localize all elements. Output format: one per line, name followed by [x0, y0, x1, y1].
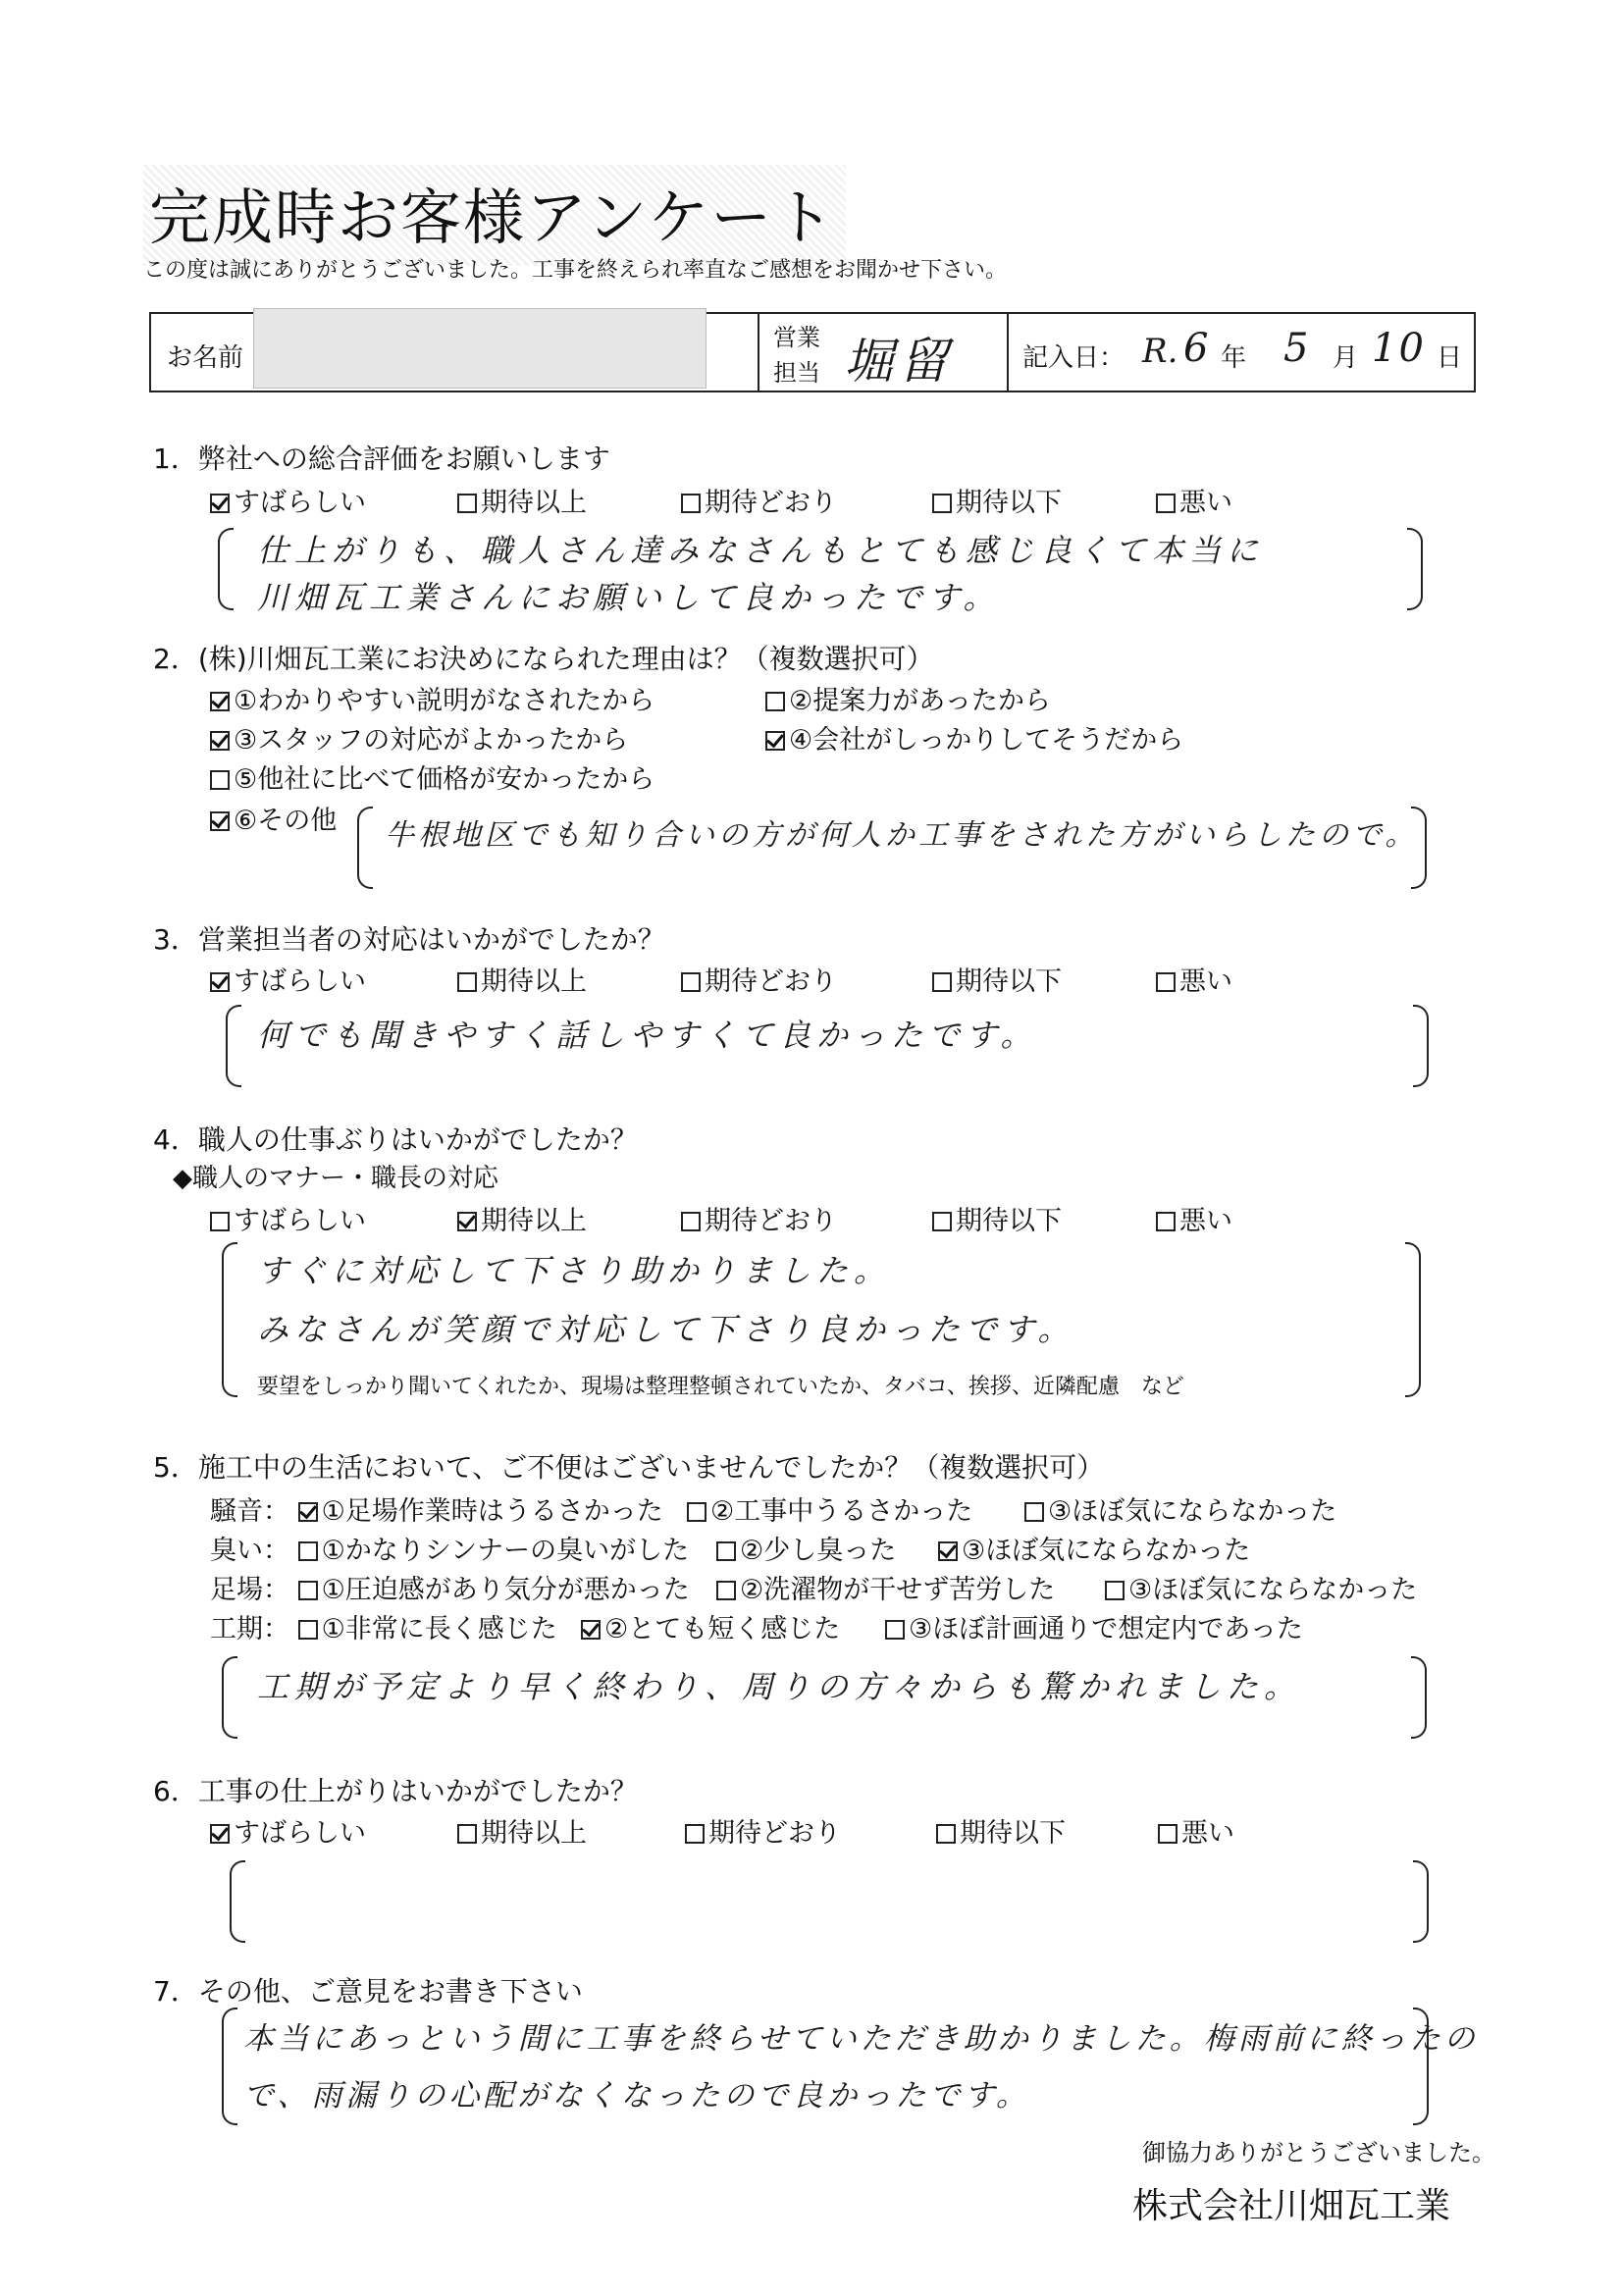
- checkbox-icon[interactable]: [457, 972, 477, 992]
- q1-option-1[interactable]: すばらしい: [210, 481, 366, 519]
- q5-row-label: 工期：: [210, 1614, 289, 1644]
- checkbox-icon[interactable]: [681, 1212, 701, 1231]
- q6-bracket-right: [1413, 1860, 1429, 1943]
- q4-option-1[interactable]: すばらしい: [210, 1199, 366, 1237]
- q4-option-2[interactable]: 期待以上: [457, 1199, 587, 1237]
- q7-bracket-left: [222, 2008, 237, 2125]
- q5-option[interactable]: ③ほぼ気にならなかった: [1024, 1489, 1336, 1528]
- checkbox-icon[interactable]: [885, 1620, 905, 1640]
- q1-option-3[interactable]: 期待どおり: [681, 481, 837, 519]
- checkbox-icon[interactable]: [298, 1620, 318, 1640]
- checkbox-icon[interactable]: [1156, 972, 1176, 992]
- q3-bracket-right: [1413, 1005, 1429, 1087]
- checkbox-icon[interactable]: [298, 1541, 318, 1561]
- checkbox-icon[interactable]: [210, 692, 230, 711]
- q7-answer-line-1: 本当にあっという間に工事を終らせていただき助かりました。梅雨前に終ったの: [243, 2021, 1479, 2057]
- checkbox-icon[interactable]: [210, 770, 230, 790]
- name-cell: [151, 314, 759, 391]
- checkbox-icon[interactable]: [765, 692, 785, 711]
- q1-title: 1．弊社への総合評価をお願いします: [153, 443, 610, 475]
- q4-option-4[interactable]: 期待以下: [932, 1199, 1062, 1237]
- sales-label-2: 担当: [773, 359, 820, 387]
- q3-bracket-left: [226, 1005, 241, 1087]
- q5-option[interactable]: ③ほぼ気にならなかった: [1105, 1568, 1417, 1606]
- q1-answer-line-2: 川畑瓦工業さんにお願いして良かったです。: [257, 579, 1001, 616]
- q1-bracket-right: [1407, 528, 1423, 610]
- name-redacted: [253, 308, 706, 389]
- checkbox-icon[interactable]: [1105, 1581, 1125, 1600]
- q5-bracket-left: [222, 1656, 237, 1739]
- q6-title: 6．工事の仕上がりはいかがでしたか？: [153, 1775, 638, 1807]
- checkbox-icon[interactable]: [932, 494, 952, 513]
- q6-option-2[interactable]: 期待以上: [457, 1811, 587, 1850]
- form-subtitle: この度は誠にありがとうございました。工事を終えられ率直なご感想をお聞かせ下さい。: [143, 258, 1008, 283]
- date-cell: [1009, 314, 1474, 391]
- checkbox-icon[interactable]: [685, 1824, 705, 1844]
- month-unit: 月: [1333, 343, 1359, 373]
- q2-option-2[interactable]: ②提案力があったから: [765, 679, 1051, 717]
- q5-answer: 工期が予定より早く終わり、周りの方々からも驚かれました。: [257, 1668, 1302, 1705]
- checkbox-icon[interactable]: [457, 1824, 477, 1844]
- q4-answer-line-2: みなさんが笑顔で対応して下さり良かったです。: [257, 1311, 1075, 1348]
- q6-option-1[interactable]: すばらしい: [210, 1811, 366, 1850]
- checkbox-icon[interactable]: [932, 1212, 952, 1231]
- q5-bracket-right: [1411, 1656, 1427, 1739]
- checkbox-icon[interactable]: [210, 972, 230, 992]
- q6-option-3[interactable]: 期待どおり: [685, 1811, 841, 1850]
- checkbox-icon[interactable]: [1156, 1212, 1176, 1231]
- q5-option[interactable]: ①圧迫感があり気分が悪かった: [298, 1575, 690, 1605]
- date-era: R.: [1142, 332, 1178, 371]
- q6-option-4[interactable]: 期待以下: [936, 1811, 1066, 1850]
- date-month: 5: [1283, 326, 1315, 371]
- checkbox-icon[interactable]: [681, 494, 701, 513]
- q3-option-4[interactable]: 期待以下: [932, 960, 1062, 998]
- checkbox-icon[interactable]: [298, 1502, 318, 1522]
- checkbox-icon[interactable]: [681, 972, 701, 992]
- q2-answer: 牛根地区でも知り合いの方が何人か工事をされた方がいらしたので。: [385, 818, 1419, 853]
- sales-label-1: 営業: [773, 324, 820, 351]
- checkbox-icon[interactable]: [1158, 1824, 1177, 1844]
- q3-option-5[interactable]: 悪い: [1156, 960, 1232, 998]
- checkbox-icon[interactable]: [457, 1212, 477, 1231]
- q2-title: 2．(株)川畑瓦工業にお決めになられた理由は？（複数選択可）: [153, 643, 934, 675]
- q2-option-6[interactable]: ⑥その他: [210, 799, 337, 837]
- form-title: 完成時お客様アンケート: [143, 165, 846, 266]
- q1-option-5[interactable]: 悪い: [1156, 481, 1232, 519]
- q4-subtitle: ◆職人のマナー・職長の対応: [173, 1164, 498, 1193]
- q5-option[interactable]: ③ほぼ計画通りで想定内であった: [885, 1607, 1303, 1645]
- sales-cell: [759, 314, 1009, 391]
- date-label: 記入日：: [1022, 343, 1125, 373]
- q5-option[interactable]: ②少し臭った: [716, 1529, 896, 1567]
- checkbox-icon[interactable]: [1156, 494, 1176, 513]
- q7-answer-line-2: で、雨漏りの心配がなくなったので良かったです。: [243, 2078, 1030, 2113]
- q5-option[interactable]: ②とても短く感じた: [581, 1607, 840, 1645]
- checkbox-icon[interactable]: [932, 972, 952, 992]
- checkbox-icon[interactable]: [1024, 1502, 1044, 1522]
- q1-option-4[interactable]: 期待以下: [932, 481, 1062, 519]
- date-year: 6: [1183, 326, 1215, 371]
- q5-title: 5．施工中の生活において、ご不便はございませんでしたか？（複数選択可）: [153, 1451, 1105, 1484]
- q5-option[interactable]: ①かなりシンナーの臭いがした: [298, 1536, 690, 1566]
- q4-option-3[interactable]: 期待どおり: [681, 1199, 837, 1237]
- q4-hint: 要望をしっかり聞いてくれたか、現場は整理整頓されていたか、タバコ、挨拶、近隣配慮 など: [257, 1375, 1184, 1399]
- header-box: [149, 312, 1476, 392]
- q2-option-1[interactable]: ①わかりやすい説明がなされたから: [210, 679, 654, 717]
- checkbox-icon[interactable]: [716, 1541, 736, 1561]
- q2-bracket-left: [357, 807, 373, 889]
- q2-option-5[interactable]: ⑤他社に比べて価格が安かったから: [210, 757, 654, 796]
- q5-option[interactable]: ②工事中うるさかった: [687, 1489, 972, 1528]
- q4-bracket-left: [222, 1242, 237, 1397]
- q2-option-4[interactable]: ④会社がしっかりしてそうだから: [765, 718, 1183, 757]
- checkbox-icon[interactable]: [457, 494, 477, 513]
- date-day: 10: [1372, 326, 1426, 371]
- q3-option-2[interactable]: 期待以上: [457, 960, 587, 998]
- q5-row-label: 臭い：: [210, 1536, 289, 1566]
- checkbox-icon[interactable]: [936, 1824, 956, 1844]
- q1-option-2[interactable]: 期待以上: [457, 481, 587, 519]
- checkbox-icon[interactable]: [765, 731, 785, 751]
- q5-option[interactable]: ①非常に長く感じた: [298, 1614, 557, 1644]
- checkbox-icon[interactable]: [210, 811, 230, 831]
- checkbox-icon[interactable]: [716, 1581, 736, 1600]
- q3-option-3[interactable]: 期待どおり: [681, 960, 837, 998]
- q7-title: 7．その他、ご意見をお書き下さい: [153, 1975, 583, 2008]
- q5-row-scaffold: [210, 1568, 690, 1606]
- checkbox-icon[interactable]: [210, 731, 230, 751]
- q5-option[interactable]: ②洗濯物が干せず苦労した: [716, 1568, 1055, 1606]
- footer-company: 株式会社川畑瓦工業: [1132, 2186, 1451, 2226]
- checkbox-icon[interactable]: [210, 494, 230, 513]
- q5-row-label: 騒音：: [210, 1496, 289, 1527]
- q4-answer-line-1: すぐに対応して下さり助かりました。: [257, 1252, 892, 1289]
- q4-title: 4．職人の仕事ぶりはいかがでしたか？: [153, 1123, 638, 1156]
- q3-title: 3．営業担当者の対応はいかがでしたか？: [153, 923, 665, 956]
- q1-answer-line-1: 仕上がりも、職人さん達みなさんもとても感じ良くて本当に: [257, 532, 1265, 569]
- q5-row-noise: [210, 1489, 663, 1528]
- day-unit: 日: [1437, 343, 1463, 373]
- sales-name: 堀留: [844, 333, 954, 390]
- q4-bracket-right: [1405, 1242, 1421, 1397]
- q5-row-label: 足場：: [210, 1575, 289, 1605]
- checkbox-icon[interactable]: [581, 1620, 601, 1640]
- q1-bracket-left: [218, 528, 234, 610]
- q3-answer: 何でも聞きやすく話しやすくて良かったです。: [257, 1017, 1038, 1054]
- checkbox-icon[interactable]: [938, 1541, 958, 1561]
- year-unit: 年: [1221, 343, 1247, 373]
- q6-option-5[interactable]: 悪い: [1158, 1811, 1234, 1850]
- q5-option[interactable]: ①足場作業時はうるさかった: [298, 1496, 663, 1527]
- checkbox-icon[interactable]: [298, 1581, 318, 1600]
- q5-row-period: [210, 1607, 557, 1645]
- checkbox-icon[interactable]: [687, 1502, 706, 1522]
- checkbox-icon[interactable]: [210, 1212, 230, 1231]
- q2-option-3[interactable]: ③スタッフの対応がよかったから: [210, 718, 628, 757]
- q5-option[interactable]: ③ほぼ気にならなかった: [938, 1529, 1250, 1567]
- q4-option-5[interactable]: 悪い: [1156, 1199, 1232, 1237]
- q3-option-1[interactable]: すばらしい: [210, 960, 366, 998]
- q6-bracket-left: [230, 1860, 245, 1943]
- q5-row-smell: [210, 1529, 689, 1567]
- checkbox-icon[interactable]: [210, 1824, 230, 1844]
- footer-thanks: 御協力ありがとうございました。: [1142, 2139, 1495, 2166]
- name-label: お名前: [167, 343, 244, 373]
